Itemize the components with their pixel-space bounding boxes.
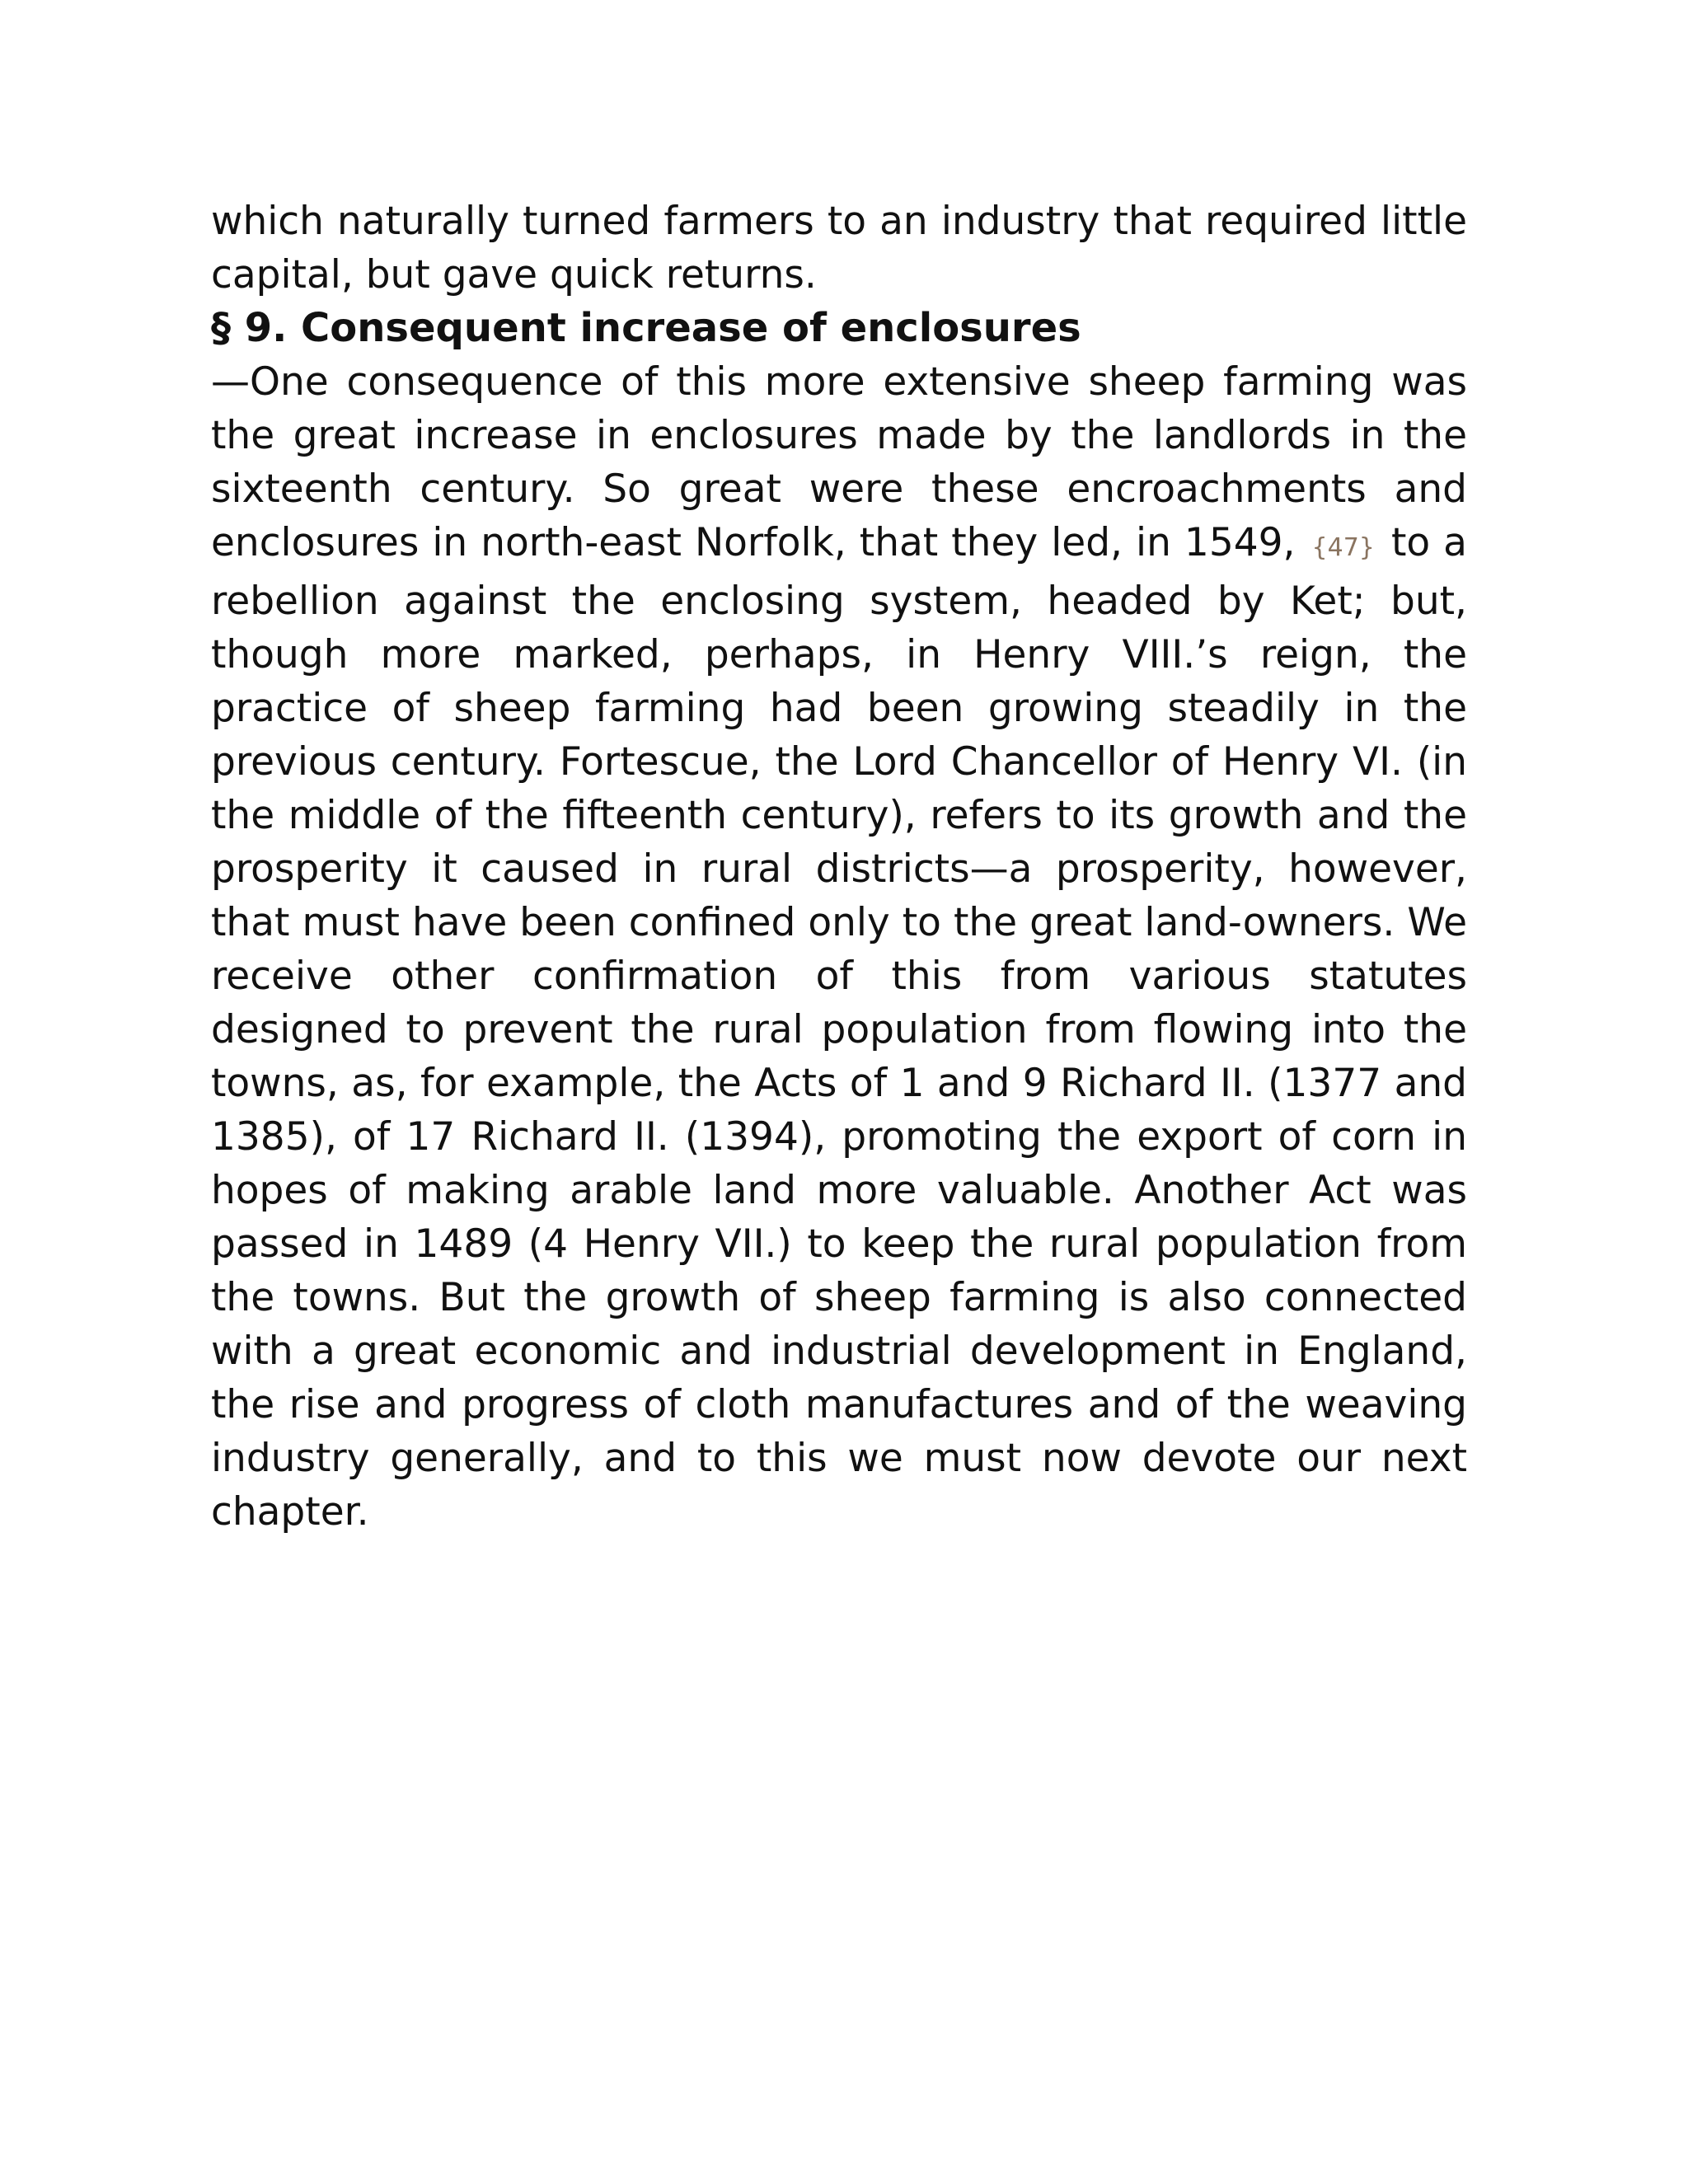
paragraph-intro: which naturally turned farmers to an industry that required little capital, but gave quick returns. [211,199,1467,298]
section-heading: § 9. Consequent increase of enclosures [211,305,1081,351]
page-number-marker[interactable]: {47} [1311,533,1375,562]
paragraph-body [211,355,1467,1539]
paragraph-body-part2: to a rebellion against the enclosing system, headed by Ket; but, though more marked, perhaps, in Henry VIII.’s reign, the practice of sheep farming had been growing steadily in the previous century. Fortescue, the Lord Chancellor of Henry VI. (in the middle of the fifteenth century), refers to its growth and the prosperity it caused in rural districts—a prosperity, however, that must have been confined only to the great land-owners. We receive other confirmation of this from various statutes designed to prevent the rural population from flowing into the towns, as, for example, the Acts of 1 and 9 Richard II. (1377 and 1385), of 17 Richard II. (1394), promoting the export of corn in hopes of making arable land more valuable. Another Act was passed in 1489 (4 Henry VII.) to keep the rural population from the towns. But the growth of sheep farming is also connected with a great economic and industrial development in England, the rise and progress of cloth manufactures and of the weaving industry generally, and to this we must now devote our next chapter. [211,520,1467,1535]
page-content [211,194,1467,1539]
paragraph-body-part1: —One consequence of this more extensive sheep farming was the great increase in enclosures made by the landlords in the sixteenth century. So great were these encroachments and enclosures in north-east Norfolk, that they led, in 1549, [211,359,1467,565]
